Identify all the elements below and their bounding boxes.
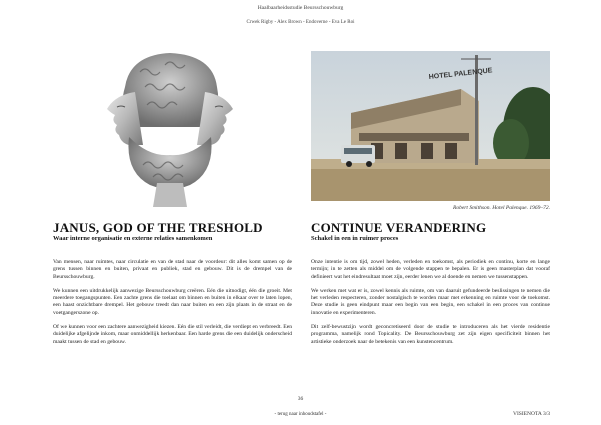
left-paragraph: Of we kunnen voor een zachtere aanwezigheid kiezen. Eén die stil verleidt, die verdiept en verbreedt. Een duidelijke afgelijnde inkom, maar onmiddellijk herkenbaar. Een harde grens die een duidelijk onderscheid maakt tussen de stad en gebouw.: [53, 324, 292, 345]
right-paragraph: Dit zelf-bewustzijn wordt geconcretiseerd door de studie te introduceren als het vierde residentie programma, namelijk rond Topicality. De Beursschouwburg zet zijn eigen specificiteit binnen het artistieke onderzoek naar de betekenis van een kunstencentrum.: [311, 324, 550, 345]
left-paragraph: We kunnen een uitdrukkelijk aanwezige Beursschouwburg creëren. Eén die uitnodigt, één die groeit. Met meerdere toegangspunten. Een zachte grens die toelaat om binnen en buiten in elkaar over te laten lopen, een haast onzichtbare drempel. Het gebouw treedt dan naar buiten en een zijn plaats in de straat en de voetgangerszone op.: [53, 287, 292, 316]
janus-bust-image: [95, 47, 245, 207]
right-heading: CONTINUE VERANDERING: [311, 220, 487, 235]
hotel-sign: HOTEL PALENQUE: [428, 67, 493, 81]
right-paragraph: Onze intentie is om tijd, zowel heden, verleden en toekomst, als periodiek en continu, korte en lange termijn; in te zetten als middel om de volgende stappen te bepalen. Er is geen masterplan dat vooraf definieert wat het eindresultaat moet zijn, eerder lenen we al doende en nemen we tussenstappen.: [311, 259, 550, 280]
page-number: 36: [297, 396, 304, 402]
right-column: [311, 221, 550, 346]
left-column: [53, 221, 292, 346]
photo-caption: Robert Smithson. Hotel Palenque. 1969–72.: [452, 205, 550, 211]
header-title: Haalbaarheidsstudie Beursschouwburg: [257, 5, 344, 11]
left-paragraph: Van mensen, naar ruimtes, naar circulatie en van de stad naar de voordeur: dit alles komt samen op de grens tussen binnen en buiten, privaat en publiek, stad en gebouw. Dit is de drempel van de Beursschouwburg.: [53, 259, 292, 280]
left-heading: JANUS, GOD OF THE TRESHOLD: [53, 220, 263, 235]
hotel-palenque-photo: [311, 51, 550, 201]
left-subheading: Waar interne organisatie en externe relaties samenkomen: [53, 235, 213, 242]
right-paragraph: We werken met wat er is, zowel kennis als ruimte, om van daaruit gefundeerde beslissingen te nemen die het verleden respecteren, zonder nostalgisch te worden maar met erkenning en ruimte voor de toekomst. Deze studie is geen eindpunt maar een begin van een begin, een schakel in een proces van continue innovatie en experimenteren.: [311, 287, 550, 316]
visienota-label: VISIENOTA 3/3: [513, 411, 550, 417]
header-authors: Crwek Rigby - Alex Brown - Endoverne - Eva Le Roi: [246, 20, 355, 25]
right-subheading: Schakel in een in ruimer proces: [311, 235, 399, 242]
back-to-contents-link[interactable]: - terug naar inhoudstafel -: [274, 412, 327, 417]
